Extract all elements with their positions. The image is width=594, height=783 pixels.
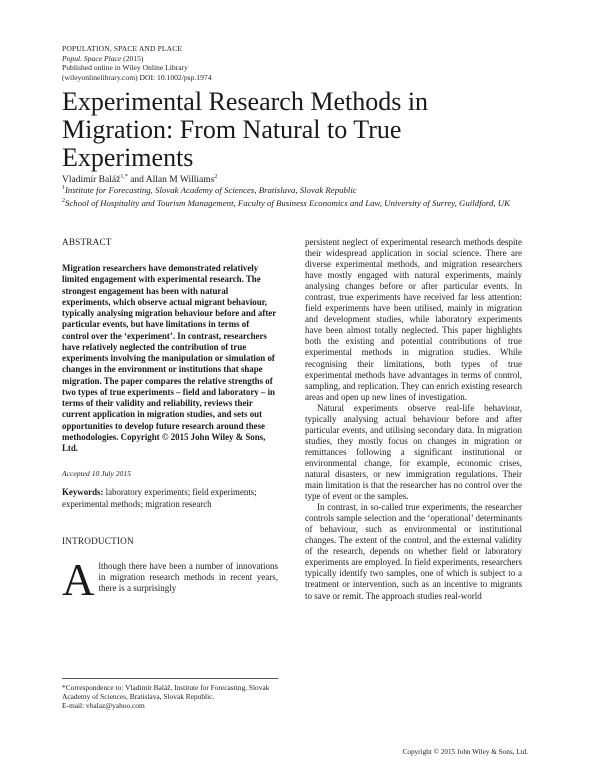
affiliation: [62, 183, 532, 196]
author-affil-marker: 2: [214, 174, 218, 180]
journal-abbrev: Popul. Space Place: [62, 53, 122, 63]
journal-name: POPULATION, SPACE AND PLACE: [62, 44, 183, 53]
affiliation-text: School of Hospitality and Tourism Management, Faculty of Business Economics and Law, University of Surrey, Guildford, UK: [65, 197, 511, 208]
affiliation-number: 2: [62, 197, 65, 204]
published-online: Published online in Wiley Online Library: [62, 63, 188, 73]
affiliation-number: 1: [62, 185, 65, 191]
journal-year: (2015): [123, 53, 144, 63]
correspondence-footnote: [62, 678, 278, 711]
correspondence-text: *Correspondence to: Vladimír Baláž, Institute for Forecasting, Slovak Academy of Sciences, Bratislava, Slovak Republic.: [62, 683, 270, 702]
body-paragraph: Natural experiments observe real-life behaviour, typically analysing actual behaviour before and after particular events, and utilising secondary data. In migration studies, they mostly focus on changes in migration or remittances following a significant institutional or environmental change, for example, economic crises, natural disasters, or new immigration regulations. Their main limitation is that the researcher has no control over the type of event or the samples.: [305, 402, 522, 502]
affiliation-text: Institute for Forecasting, Slovak Academy of Sciences, Bratislava, Slovak Republic: [65, 184, 357, 195]
article-title: Experimental Research Methods in Migration: From Natural to True Experiments: [62, 87, 429, 172]
author-connector: and: [127, 175, 146, 186]
author-name: Vladimír Baláž: [62, 175, 121, 186]
abstract-heading: ABSTRACT: [62, 237, 112, 247]
author-affil-marker: 1,*: [120, 174, 128, 180]
drop-cap: A: [62, 554, 95, 605]
accepted-date: Accepted 10 July 2015: [62, 469, 131, 479]
author-name: Allan M Williams: [145, 175, 215, 186]
correspondence-email: E-mail: vbalaz@yahoo.com: [62, 701, 145, 711]
journal-header: [62, 44, 211, 82]
keywords-label: Keywords:: [62, 487, 104, 498]
left-column: [62, 237, 278, 605]
introduction-heading: INTRODUCTION: [62, 535, 134, 546]
journal-citation: [62, 54, 211, 64]
keywords: [62, 487, 278, 510]
right-column: [305, 237, 522, 602]
copyright-footer: Copyright © 2015 John Wiley & Sons, Ltd.: [402, 748, 528, 756]
doi-line: (wileyonlinelibrary.com) DOI: 10.1002/psp.1974: [62, 72, 212, 82]
introduction-text: lthough there have been a number of innovations in migration research methods in recent years, there is a surprisingly: [98, 560, 278, 594]
affiliation: [62, 196, 532, 209]
affiliations: [62, 183, 532, 208]
introduction-paragraph: [62, 554, 278, 605]
body-paragraph: In contrast, in so-called true experiments, the researcher controls sample selection and the ‘operational’ determinants of behaviour, such as environmental or institutional changes. The extent of the control, and the external validity of the research, depends on whether field or laboratory experiments are employed. In field experiments, researchers typically identify two samples, one of which is subject to a treatment or intervention, such as an incentive to migrants to save or remit. The approach studies real-world: [305, 502, 522, 601]
body-paragraph: persistent neglect of experimental research methods despite their widespread application in social science. There are diverse experimental methods, and migration researchers have mostly engaged with natural experiments, mainly analysing changes before or after particular events. In contrast, true experiments have received far less attention: field experiments have been utilised, mainly in migration and development studies, while laboratory experiments have been almost totally neglected. This paper highlights both the existing and potential contributions of true experimental methods in migration studies. While recognising their limitations, both types of true experimental methods have advantages in terms of control, sampling, and replication. They can enrich existing research areas and open up new lines of investigation.: [305, 237, 522, 402]
abstract-body: Migration researchers have demonstrated relatively limited engagement with experimental research. The strongest engagement has been with natural experiments, which observe actual migrant behaviour, typically analysing migration behaviour before and after particular events, but have limitations in terms of control over the ‘experiment’. In contrast, researchers have relatively neglected the contribution of true experiments involving the manipulation or simulation of changes in the environment or institutions that shape migration. The paper compares the relative strengths of two types of true experiments – field and laboratory – in terms of their validity and reliability, reviews their current application in migration studies, and sets out opportunities to develop future research around these methodologies. Copyright © 2015 John Wiley & Sons, Ltd.: [62, 263, 276, 453]
keywords-text: laboratory experiments; field experiments; experimental methods; migration research: [62, 487, 257, 509]
